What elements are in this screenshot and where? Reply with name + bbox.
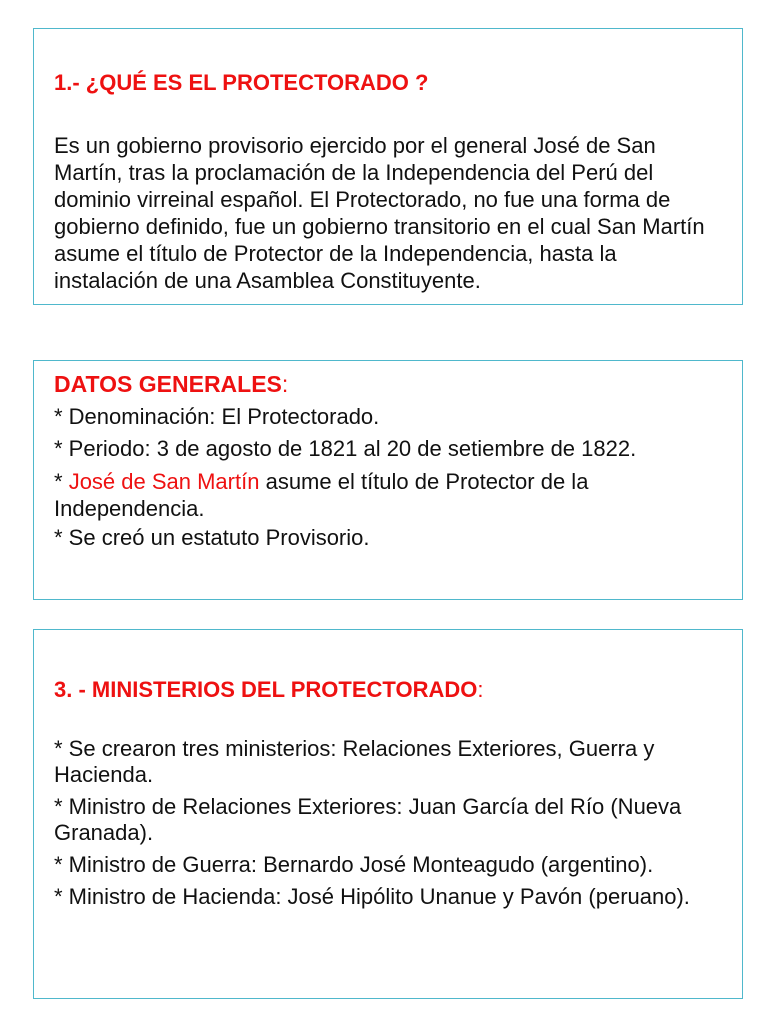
section2-heading	[54, 370, 288, 398]
list-item-hacienda: * Ministro de Hacienda: José Hipólito Unanue y Pavón (peruano).	[54, 884, 690, 909]
list-item-san-martin	[54, 468, 724, 522]
list-item-estatuto: * Se creó un estatuto Provisorio.	[54, 525, 370, 550]
datos-generales-list	[54, 401, 724, 554]
section2-heading-colon: :	[281, 371, 289, 397]
section1-paragraph: Es un gobierno provisorio ejercido por el general José de San Martín, tras la proclamación de la Independencia del Perú del dominio virreinal español. El Protectorado, no fue una forma de gobierno definido, fue un gobierno transitorio en el cual San Martín asume el título de Protector de la Independencia, hasta la instalación de una Asamblea Constituyente.	[54, 133, 705, 293]
datos-generales-card	[33, 360, 743, 600]
list-item-prefix: *	[54, 469, 69, 494]
list-item-ministerios: * Se crearon tres ministerios: Relaciones Exteriores, Guerra y Hacienda.	[54, 736, 655, 787]
ministerios-card	[33, 629, 743, 999]
section3-heading-text: 3. - MINISTERIOS DEL PROTECTORADO	[54, 677, 478, 702]
list-item-relaciones-exteriores: * Ministro de Relaciones Exteriores: Juan García del Río (Nueva Granada).	[54, 794, 682, 845]
list-item-periodo: * Periodo: 3 de agosto de 1821 al 20 de setiembre de 1822.	[54, 436, 637, 461]
list-item-guerra: * Ministro de Guerra: Bernardo José Monteagudo (argentino).	[54, 852, 654, 877]
protectorado-definition-card	[33, 28, 743, 305]
section2-heading-text: DATOS GENERALES	[54, 371, 282, 397]
section1-heading: 1.- ¿QUÉ ES EL PROTECTORADO ?	[54, 70, 429, 95]
san-martin-highlight: José de San Martín	[68, 469, 260, 494]
list-item-rest: asume el título de Protector de la Independencia.	[54, 469, 589, 521]
section3-heading-colon: :	[477, 677, 484, 702]
ministerios-list	[54, 736, 734, 916]
section3-heading	[54, 677, 483, 703]
list-item-denominacion: * Denominación: El Protectorado.	[54, 404, 380, 429]
